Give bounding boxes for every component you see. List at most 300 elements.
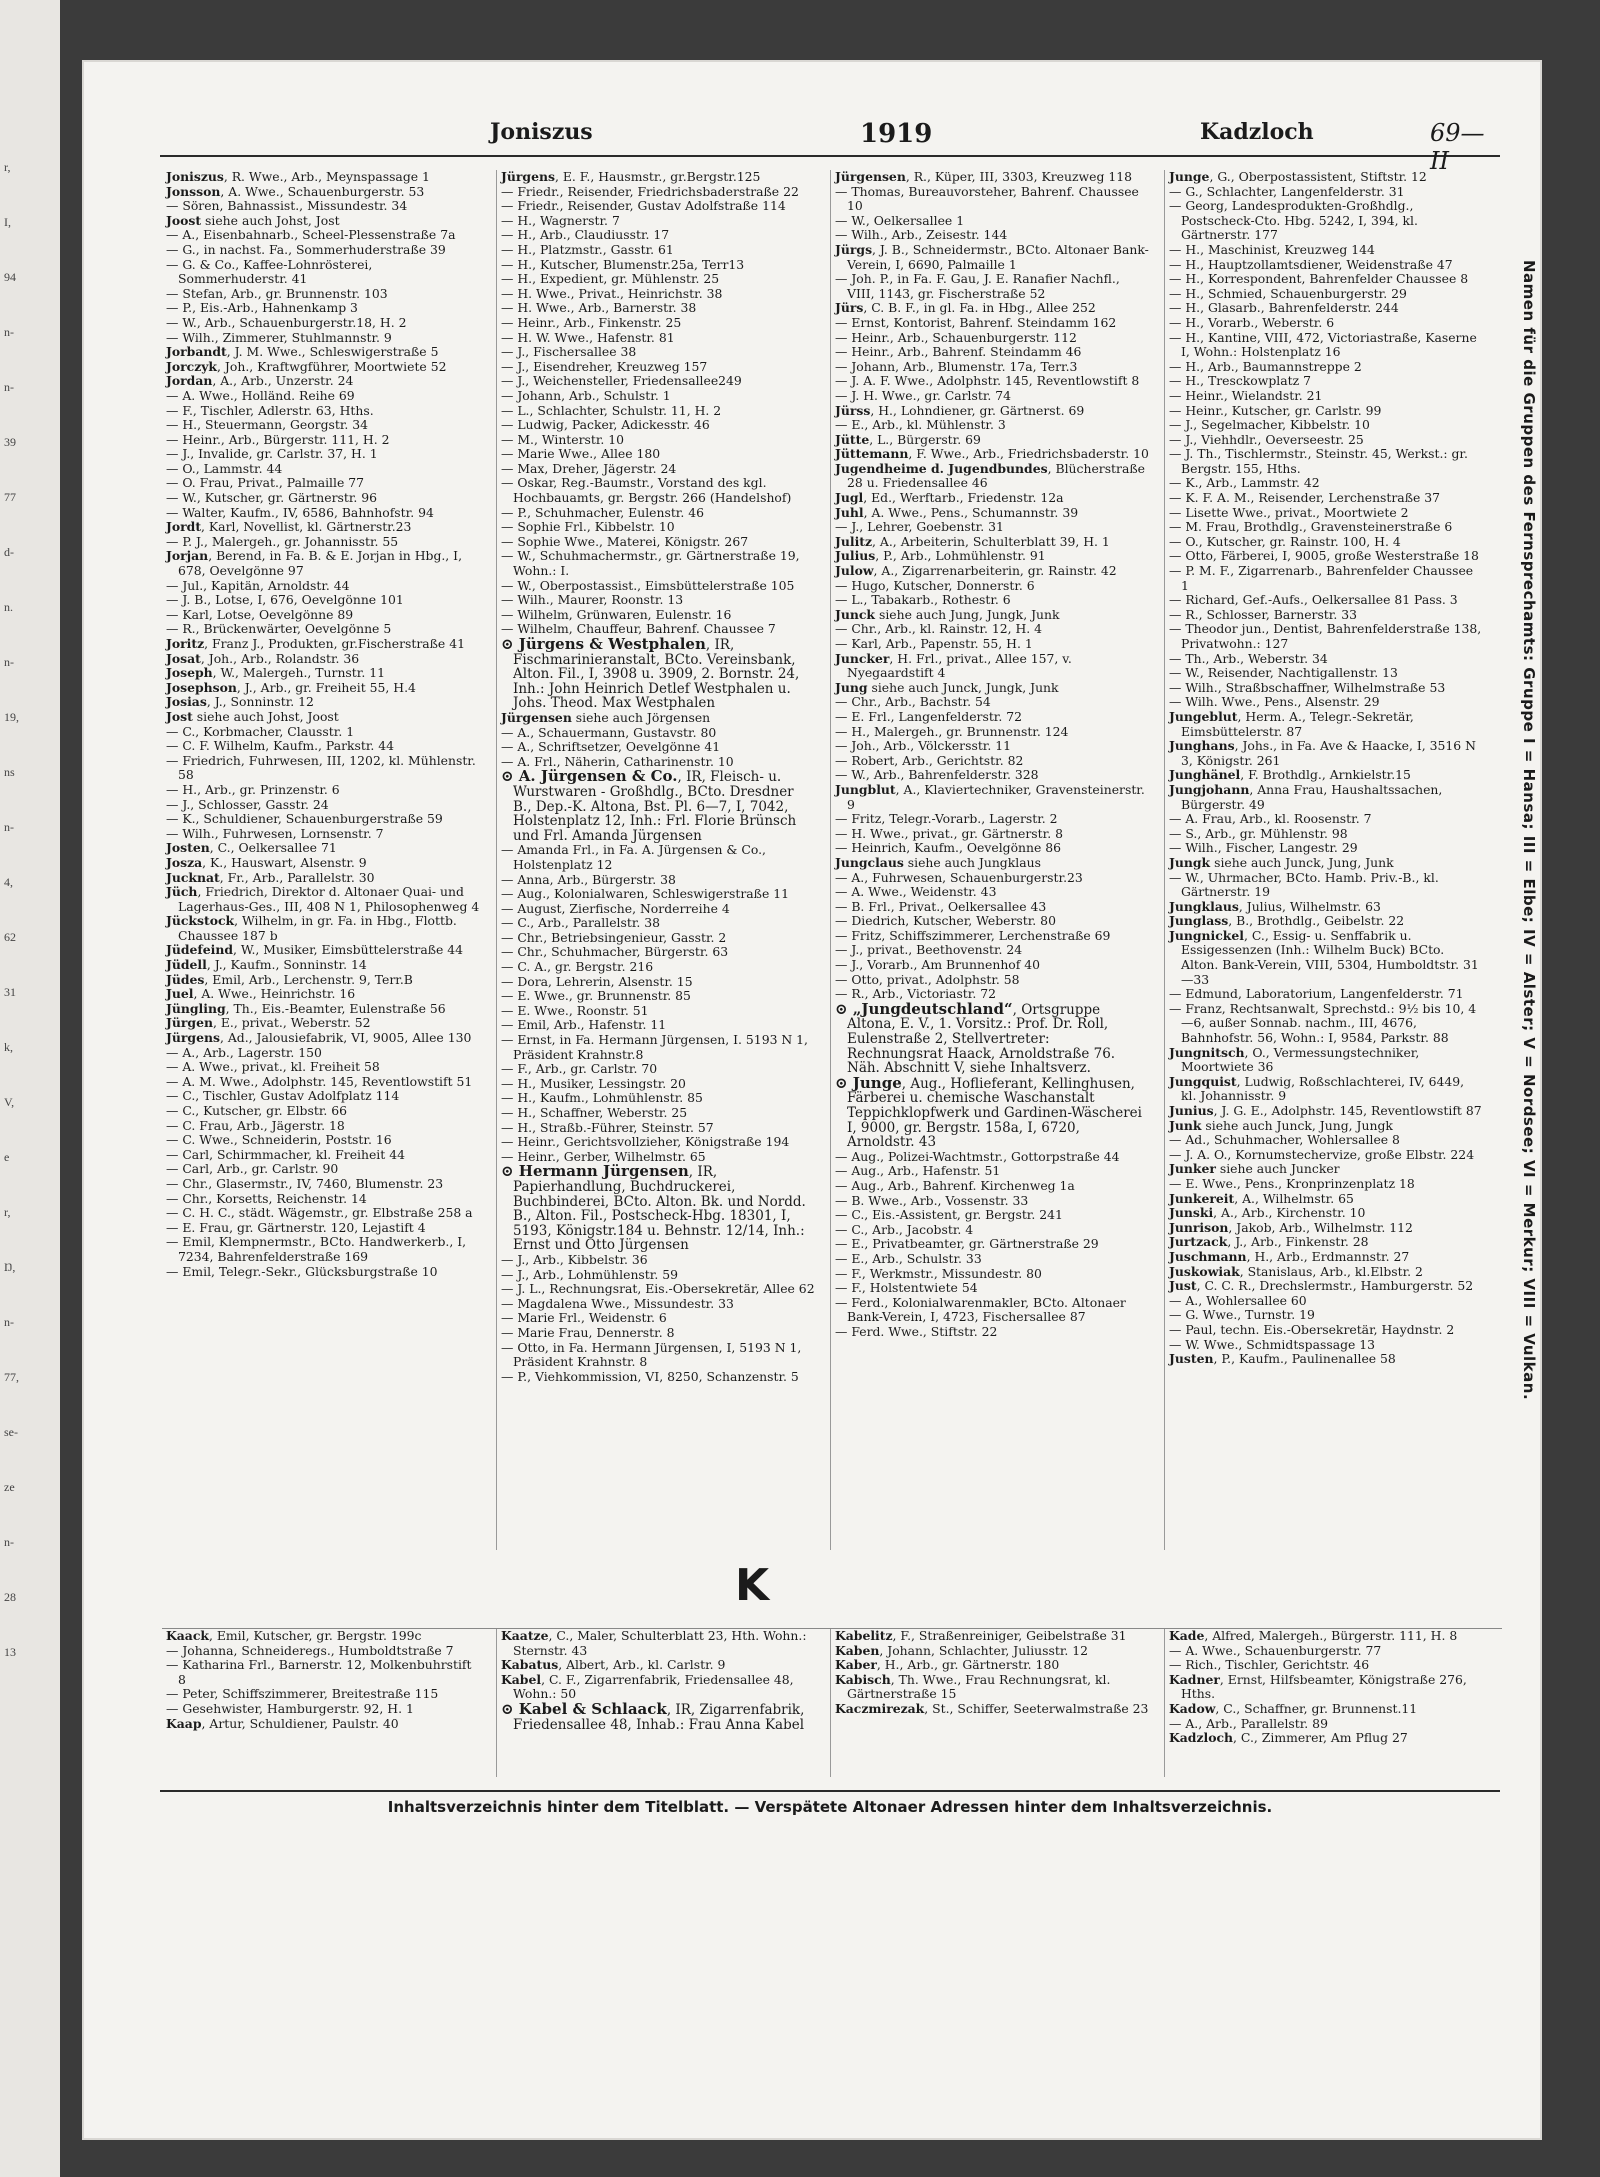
adjacent-page-fragment: 39 [4,435,16,449]
directory-entry: — Wilh., Zimmerer, Stuhlmannstr. 9 [166,329,392,345]
directory-entry: Jost siehe auch Johst, Joost [166,708,339,724]
directory-entry: — Theodor jun., Dentist, Bahrenfelderstraße 138, Privatwohn.: 127 [1169,621,1482,651]
directory-entry: Juncker, H. Frl., privat., Allee 157, v. Nyegaardstift 4 [835,650,1072,681]
directory-entry: — H., Arb., Claudiusstr. 17 [501,227,670,243]
directory-entry: — Aug., Arb., Bahrenf. Kirchenweg 1a [835,1177,1075,1193]
adjacent-page-fragment: 94 [4,270,16,284]
directory-entry: Kabatus, Albert, Arb., kl. Carlstr. 9 [501,1657,726,1673]
directory-entry: — J., Eisendreher, Kreuzweg 157 [501,358,708,374]
directory-entry: Juschmann, H., Arb., Erdmannstr. 27 [1169,1248,1410,1264]
directory-entry: — C., Arb., Parallelstr. 38 [501,915,661,931]
directory-entry: — A., Arb., Parallelstr. 89 [1169,1715,1328,1731]
directory-entry: Jungklaus, Julius, Wilhelmstr. 63 [1169,898,1381,914]
directory-entry: — H., Arb., gr. Prinzenstr. 6 [166,781,340,797]
directory-entry: Jürgens, Ad., Jalousiefabrik, VI, 9005, Allee 130 [166,1030,472,1046]
directory-entry: — Edmund, Laboratorium, Langenfelderstr. 71 [1169,986,1464,1002]
directory-entry: — A., Eisenbahnarb., Scheel-Plessenstraße 7a [166,227,456,243]
k-column-4 [1164,1629,1483,1777]
directory-entry: — Th., Arb., Weberstr. 34 [1169,650,1328,666]
directory-entry: Junck siehe auch Jung, Jungk, Junk [835,606,1060,622]
directory-entry: — Peter, Schiffszimmerer, Breitestraße 115 [166,1686,439,1702]
directory-entry: — H., Expedient, gr. Mühlenstr. 25 [501,271,720,287]
directory-entry: Jung siehe auch Junck, Jungk, Junk [835,679,1059,695]
directory-entry: — Thomas, Bureauvorsteher, Bahrenf. Chaussee 10 [835,183,1139,214]
directory-entry: — O. Frau, Privat., Palmaille 77 [166,475,365,491]
directory-entry: — Ad., Schuhmacher, Wohlersallee 8 [1169,1132,1400,1148]
directory-entry: — A., Schriftsetzer, Oevelgönne 41 [501,739,721,755]
adjacent-page-fragment: n- [4,325,14,339]
directory-entry: Kaben, Johann, Schlachter, Juliusstr. 12 [835,1642,1089,1658]
directory-entry: — M., Winterstr. 10 [501,431,625,447]
directory-entry: — H., Kutscher, Blumenstr.25a, Terr13 [501,256,745,272]
adjacent-page-fragment: I, [4,215,11,229]
directory-entry: — W., Arb., Schauenburgerstr.18, H. 2 [166,314,407,330]
directory-entry: — K., Arb., Lammstr. 42 [1169,475,1320,491]
advertisement-entry: ⊙ „Jungdeutschland“, Ortsgruppe Altona, E. V., 1. Vorsitz.: Prof. Dr. Roll, Eulenstraße 2, Stellvertreter: Rechnungsrat Haack, Arnoldstraße 76. Näh. Abschnitt V, siehe Inhaltsverz. [835,999,1116,1077]
column-3 [830,170,1149,1550]
directory-entry: — E. Frau, gr. Gärtnerstr. 120, Lejastift 4 [166,1219,426,1235]
directory-entry: — O., Kutscher, gr. Rainstr. 100, H. 4 [1169,533,1401,549]
directory-entry: — E., Arb., kl. Mühlenstr. 3 [835,417,1006,433]
directory-entry: — W., Uhrmacher, BCto. Hamb. Priv.-B., kl. Gärtnerstr. 19 [1169,869,1439,900]
directory-entry: — Ludwig, Packer, Adickesstr. 46 [501,417,710,433]
directory-entry: — E. Wwe., gr. Brunnenstr. 85 [501,988,691,1004]
directory-entry: — Paul, techn. Eis.-Obersekretär, Haydnstr. 2 [1169,1321,1455,1337]
directory-entry: — Wilhelm, Grünwaren, Eulenstr. 16 [501,606,732,622]
directory-entry: — Emil, Klempnermstr., BCto. Handwerkerb., I, 7234, Bahrenfelderstraße 169 [166,1234,467,1264]
directory-entry: — A., Wohlersallee 60 [1169,1292,1307,1308]
directory-entry: — H., Maschinist, Kreuzweg 144 [1169,241,1375,257]
directory-entry: Junghänel, F. Brothdlg., Arnkielstr.15 [1169,767,1411,783]
directory-entry: — H., Schaffner, Weberstr. 25 [501,1105,688,1120]
directory-entry: — Georg, Landesprodukten-Großhdlg., Postscheck-Cto. Hbg. 5242, I, 394, kl. Gärtnerstr. 177 [1169,198,1418,243]
directory-entry: — J., Schlosser, Gasstr. 24 [166,796,329,812]
directory-entry: Jurtzack, J., Arb., Finkenstr. 28 [1169,1234,1369,1250]
directory-entry: — Dora, Lehrerin, Alsenstr. 15 [501,973,693,989]
directory-entry: Joritz, Franz J., Produkten, gr.Fischerstraße 41 [166,636,465,651]
directory-entry: — B. Wwe., Arb., Vossenstr. 33 [835,1192,1029,1208]
directory-entry: — R., Arb., Victoriastr. 72 [835,986,996,1002]
directory-entry: — J., Arb., Lohmühlenstr. 59 [501,1266,678,1282]
directory-entry: — H. Wwe., Privat., Heinrichstr. 38 [501,285,723,301]
directory-entry: — K. F. A. M., Reisender, Lerchenstraße 37 [1169,490,1441,506]
directory-entry: — Heinrich, Kaufm., Oevelgönne 86 [835,840,1062,856]
directory-entry: — Otto, privat., Adolphstr. 58 [835,971,1020,987]
directory-entry: — P., Viehkommission, VI, 8250, Schanzenstr. 5 [501,1368,799,1384]
directory-entry: — J., Viehhdlr., Oeverseestr. 25 [1169,431,1364,447]
directory-entry: Jungk siehe auch Junck, Jung, Junk [1169,854,1394,870]
directory-entry: Joniszus, R. Wwe., Arb., Meynspassage 1 [166,170,430,184]
directory-entry: — J., Weichensteller, Friedensallee249 [501,373,742,389]
directory-entry: Jugl, Ed., Werftarb., Friedenstr. 12a [835,490,1064,506]
directory-entry: Kabel, C. F., Zigarrenfabrik, Friedensallee 48, Wohn.: 50 [501,1671,794,1702]
directory-entry: — Gesehwister, Hamburgerstr. 92, H. 1 [166,1700,414,1716]
directory-entry: — G. & Co., Kaffee-Lohnrösterei, Sommerhuderstr. 41 [166,256,373,287]
page-footer-note: Inhaltsverzeichnis hinter dem Titelblatt. — Verspätete Altonaer Adressen hinter dem Inhaltsverzeichnis. [160,1790,1500,1816]
adjacent-page-fragment: r, [4,1205,11,1219]
directory-entry: — J., Segelmacher, Kibbelstr. 10 [1169,417,1370,433]
directory-entry: — Friedrich, Fuhrwesen, III, 1202, kl. Mühlenstr. 58 [166,752,476,783]
directory-entry: Jüch, Friedrich, Direktor d. Altonaer Quai- und Lagerhaus-Ges., III, 408 N 1, Philosophenweg 4 [166,884,480,914]
directory-entry: — Johann, Arb., Blumenstr. 17a, Terr.3 [835,358,1078,374]
directory-entry: — Johann, Arb., Schulstr. 1 [501,387,671,403]
advertisement-entry: ⊙ Junge, Aug., Hoflieferant, Kellinghusen, Färberei u. chemische Waschanstalt Teppichklopfwerk und Gardinen-Wäscherei I, 9000, gr. Bergstr. 158a, I, 6720, Arnoldstr. 43 [835,1073,1142,1151]
exchange-groups-text: Namen für die Gruppen des Fernsprechamts: Gruppe I = Hansa; III = Elbe; IV = Alster; V = Nordsee; VI = Merkur; VIII = Vulkan. [1520,260,1538,1401]
directory-entry: — J., Lehrer, Goebenstr. 31 [835,519,1004,535]
adjacent-page-fragment: ns [4,765,15,779]
advertisement-entry: ⊙ Jürgens & Westphalen, IR, Fischmarinieranstalt, BCto. Vereinsbank, Alton. Fil., I, 3908 u. 3909, 2. Bornstr. 24, Inh.: John Heinrich Detlef Westphalen u. Johs. Theod. Max Westphalen [501,635,800,712]
directory-entry: Jürs, C. B. F., in gl. Fa. in Hbg., Allee 252 [835,300,1096,316]
directory-entry: Junghans, Johs., in Fa. Ave & Haacke, I, 3516 N 3, Königstr. 261 [1169,738,1476,768]
directory-entry: Kabelitz, F., Straßenreiniger, Geibelstraße 31 [835,1629,1127,1643]
directory-entry: — Otto, in Fa. Hermann Jürgensen, I, 5193 N 1, Präsident Krahnstr. 8 [501,1339,802,1370]
directory-entry: — K., Schuldiener, Schauenburgerstraße 59 [166,811,443,827]
directory-entry: — W., Oelkersallee 1 [835,212,965,228]
directory-entry: — Wilh., Straßbschaffner, Wilhelmstraße 53 [1169,679,1446,695]
directory-entry: Kaap, Artur, Schuldiener, Paulstr. 40 [166,1715,399,1731]
directory-entry: — C., Eis.-Assistent, gr. Bergstr. 241 [835,1207,1063,1223]
adjacent-page-fragment: V, [4,1095,15,1109]
directory-entry: — Magdalena Wwe., Missundestr. 33 [501,1295,734,1311]
directory-entry: — G. Wwe., Turnstr. 19 [1169,1307,1315,1323]
directory-entry: Kabisch, Th. Wwe., Frau Rechnungsrat, kl. Gärtnerstraße 15 [835,1671,1111,1702]
directory-entry: — Chr., Betriebsingenieur, Gasstr. 2 [501,929,727,945]
directory-entry: — P. M. F., Zigarrenarb., Bahrenfelder Chaussee 1 [1169,563,1474,593]
directory-entry: — Joh., Arb., Völckersstr. 11 [835,738,1012,754]
directory-entry: — Richard, Gef.-Aufs., Oelkersallee 81 Pass. 3 [1169,592,1458,608]
directory-entry: — Heinr., Wielandstr. 21 [1169,387,1323,403]
directory-entry: Jürgs, J. B., Schneidermstr., BCto. Altonaer Bank-Verein, I, 6690, Palmaille 1 [835,241,1149,272]
directory-entry: — Walter, Kaufm., IV, 6586, Bahnhofstr. 94 [166,504,434,520]
directory-entry: — C. Wwe., Schneiderin, Poststr. 16 [166,1132,392,1148]
directory-entry: — J. A. F. Wwe., Adolphstr. 145, Reventlowstift 8 [835,373,1140,389]
page-header [160,115,1500,175]
directory-entry: — H., Straßb.-Führer, Steinstr. 57 [501,1119,714,1135]
directory-entry: — Chr., Arb., Bachstr. 54 [835,694,991,710]
directory-entry: — H., Platzmstr., Gasstr. 61 [501,241,674,257]
directory-entry: — C. Frau, Arb., Jägerstr. 18 [166,1117,345,1133]
k-column-1 [162,1629,480,1777]
directory-entry: — Marie Frau, Dennerstr. 8 [501,1324,675,1340]
directory-entry: — H., Glasarb., Bahrenfelderstr. 244 [1169,300,1399,316]
directory-entry: — E. Wwe., Roonstr. 51 [501,1002,649,1018]
directory-entry: Josias, J., Sonninstr. 12 [166,694,314,710]
directory-entry: — Karl, Arb., Papenstr. 55, H. 1 [835,636,1033,651]
advertisement-entry: ⊙ A. Jürgensen & Co., IR, Fleisch- u. Wurstwaren - Großhdlg., BCto. Dresdner B., Dep.-K. Altona, Bst. Pl. 6—7, I, 7042, Holstenplatz 12, Inh.: Frl. Florie Brünsch und Frl. Amanda Jürgensen [501,767,797,844]
directory-entry: — L., Schlachter, Schulstr. 11, H. 2 [501,402,722,418]
directory-entry: — Katharina Frl., Barnerstr. 12, Molkenbuhrstift 8 [166,1657,472,1687]
adjacent-page-fragment: r, [4,160,11,174]
column-1 [162,170,480,1550]
directory-entry: Josephson, J., Arb., gr. Freiheit 55, H.4 [166,679,416,695]
directory-entry: — Rich., Tischler, Gerichtstr. 46 [1169,1657,1370,1673]
directory-entry: Jungquist, Ludwig, Roßschlachterei, IV, 6449, kl. Johannisstr. 9 [1169,1073,1465,1104]
directory-columns [162,170,1502,1550]
directory-entry: Jückstock, Wilhelm, in gr. Fa. in Hbg., Flottb. Chaussee 187 b [166,913,457,943]
directory-entry: — H., Malergeh., gr. Brunnenstr. 124 [835,723,1069,739]
directory-entry: — H., Arb., Baumannstreppe 2 [1169,358,1362,374]
directory-entry: — Sören, Bahnassist., Missundestr. 34 [166,198,408,214]
directory-entry: Jürss, H., Lohndiener, gr. Gärtnerst. 69 [835,402,1085,418]
directory-entry: — Chr., Schuhmacher, Bürgerstr. 63 [501,944,729,960]
directory-entry: — P., Eis.-Arb., Hahnenkamp 3 [166,300,358,316]
adjacent-page-fragment: 19, [4,710,19,724]
directory-entry: Jucknat, Fr., Arb., Parallelstr. 30 [166,869,375,885]
directory-entry: — Joh. P., in Fa. F. Gau, J. E. Ranafier Nachfl., VIII, 1143, gr. Fischerstraße 52 [835,271,1120,301]
directory-entry: — A. Wwe., Holländ. Reihe 69 [166,387,355,403]
directory-entry: — R., Brückenwärter, Oevelgönne 5 [166,621,392,637]
directory-entry: — C., Tischler, Gustav Adolfplatz 114 [166,1088,400,1104]
directory-entry: Jüdefeind, W., Musiker, Eimsbüttelerstraße 44 [166,942,464,958]
adjacent-page-fragment: 28 [4,1590,16,1604]
directory-entry: — R., Schlosser, Barnerstr. 33 [1169,606,1357,622]
directory-entry: — Wilh., Arb., Zeisestr. 144 [835,227,1008,243]
directory-entry: — J., Fischersallee 38 [501,344,637,360]
directory-entry: — Ernst, Kontorist, Bahrenf. Steindamm 162 [835,314,1117,330]
directory-entry: — Heinr., Arb., Finkenstr. 25 [501,314,682,330]
directory-entry: Jüngling, Th., Eis.-Beamter, Eulenstraße 56 [166,1000,446,1016]
directory-entry: Joseph, W., Malergeh., Turnstr. 11 [166,665,385,681]
directory-entry: — J. B., Lotse, I, 676, Oevelgönne 101 [166,592,404,608]
directory-entry: Kaber, H., Arb., gr. Gärtnerstr. 180 [835,1657,1060,1673]
directory-entry: Junski, A., Arb., Kirchenstr. 10 [1169,1205,1366,1221]
directory-entry: — Anna, Arb., Bürgerstr. 38 [501,871,676,887]
directory-entry: — Johanna, Schneideregs., Humboldtstraße 7 [166,1642,454,1658]
directory-entry: — H., Wagnerstr. 7 [501,212,620,228]
directory-entry: — Chr., Korsetts, Reichenstr. 14 [166,1190,367,1206]
directory-entry: — A. Wwe., privat., kl. Freiheit 58 [166,1059,380,1075]
directory-page [82,60,1542,2140]
directory-entry: — F., Tischler, Adlerstr. 63, Hths. [166,402,374,418]
directory-entry: Julitz, A., Arbeiterin, Schulterblatt 39, H. 1 [835,533,1110,549]
directory-entry: — W., Kutscher, gr. Gärtnerstr. 96 [166,490,378,506]
directory-entry: — Heinr., Arb., Bürgerstr. 111, H. 2 [166,431,390,447]
directory-entry: Kaatze, C., Maler, Schulterblatt 23, Hth. Wohn.: Sternstr. 43 [501,1629,807,1658]
directory-entry: — Heinr., Gerichtsvollzieher, Königstraße 194 [501,1134,790,1150]
header-year: 1919 [860,119,933,149]
directory-entry: — Wilh. Wwe., Pens., Alsenstr. 29 [1169,694,1380,710]
directory-entry: Kadzloch, C., Zimmerer, Am Pflug 27 [1169,1730,1408,1746]
directory-entry: — Max, Dreher, Jägerstr. 24 [501,460,677,476]
directory-entry: — Aug., Polizei-Wachtmstr., Gottorpstraße 44 [835,1148,1120,1164]
directory-entry: — H., Schmied, Schauenburgerstr. 29 [1169,285,1407,301]
directory-entry: — Amanda Frl., in Fa. A. Jürgensen & Co., Holstenplatz 12 [501,842,766,872]
directory-entry: Jorczyk, Joh., Kraftwgführer, Moortwiete 52 [166,358,447,374]
directory-entry: — Ferd., Kolonialwarenmakler, BCto. Altonaer Bank-Verein, I, 4723, Fischersallee 87 [835,1294,1126,1325]
directory-entry: Just, C. C. R., Drechslermstr., Hamburgerstr. 52 [1169,1278,1474,1294]
directory-entry: Jungjohann, Anna Frau, Haushaltssachen, Bürgerstr. 49 [1169,781,1443,812]
directory-entry: — L., Tabakarb., Rothestr. 6 [835,592,1011,608]
directory-entry: — Heinr., Kutscher, gr. Carlstr. 99 [1169,402,1382,418]
k-section-columns [162,1628,1502,1777]
adjacent-page-fragment: n. [4,600,13,614]
directory-entry: — Friedr., Reisender, Gustav Adolfstraße 114 [501,198,786,214]
directory-entry: — C., Korbmacher, Clausstr. 1 [166,723,355,739]
adjacent-page-fragment: 31 [4,985,16,999]
directory-entry: — Lisette Wwe., privat., Moortwiete 2 [1169,504,1409,520]
directory-entry: Jordan, A., Arb., Unzerstr. 24 [166,373,354,389]
adjacent-page-fragment: n- [4,820,14,834]
adjacent-page-fragment: n- [4,1315,14,1329]
directory-entry: — A., Schauermann, Gustavstr. 80 [501,724,717,740]
directory-entry: — Wilh., Fischer, Langestr. 29 [1169,840,1358,856]
directory-entry: Kaack, Emil, Kutscher, gr. Bergstr. 199c [166,1629,422,1643]
directory-entry: — Stefan, Arb., gr. Brunnenstr. 103 [166,285,388,301]
directory-entry: — G., in nachst. Fa., Sommerhuderstraße 39 [166,241,446,257]
adjacent-page-fragment: e [4,1150,10,1164]
directory-entry: — Wilh., Maurer, Roonstr. 13 [501,592,684,608]
directory-entry: Josza, K., Hauswart, Alsenstr. 9 [166,854,367,870]
directory-entry: — Ferd. Wwe., Stiftstr. 22 [835,1323,998,1339]
directory-entry: Junius, J. G. E., Adolphstr. 145, Reventlowstift 87 [1169,1103,1482,1118]
directory-entry: — H., Kaufm., Lohmühlenstr. 85 [501,1090,703,1106]
k-column-3 [830,1629,1149,1777]
directory-entry: — Fritz, Schiffszimmerer, Lerchenstraße 69 [835,927,1111,943]
header-last-name: Kadzloch [1200,119,1314,145]
directory-entry: — E., Privatbeamter, gr. Gärtnerstraße 29 [835,1236,1099,1252]
header-page-number: 69—II [1430,119,1485,175]
directory-entry: Jungnickel, C., Essig- u. Senffabrik u. Essigessenzen (Inh.: Wilhelm Buck) BCto. Alton. Bank-Verein, VIII, 5304, Humboldtstr. 31—33 [1169,927,1479,987]
directory-entry: — W. Wwe., Schmidtspassage 13 [1169,1336,1376,1352]
directory-entry: Juskowiak, Stanislaus, Arb., kl.Elbstr. 2 [1169,1263,1423,1279]
directory-entry: — Heinr., Arb., Bahrenf. Steindamm 46 [835,344,1082,360]
directory-entry: — Marie Frl., Weidenstr. 6 [501,1310,667,1326]
directory-entry: — Sophie Frl., Kibbelstr. 10 [501,519,675,535]
adjacent-page-edge [0,0,60,2177]
directory-entry: — J., Invalide, gr. Carlstr. 37, H. 1 [166,446,378,462]
directory-entry: — Emil, Arb., Hafenstr. 11 [501,1017,667,1033]
directory-entry: — C., Kutscher, gr. Elbstr. 66 [166,1103,348,1118]
directory-entry: Jürgen, E., privat., Weberstr. 52 [166,1015,371,1031]
adjacent-page-fragment: ze [4,1480,15,1494]
directory-entry: — H. Wwe., Arb., Barnerstr. 38 [501,300,697,316]
directory-entry: — Hugo, Kutscher, Donnerstr. 6 [835,577,1035,593]
directory-entry: Julow, A., Zigarrenarbeiterin, gr. Rainstr. 42 [835,563,1117,579]
directory-entry: — F., Arb., gr. Carlstr. 70 [501,1061,658,1077]
directory-entry: — A. Frau, Arb., kl. Roosenstr. 7 [1169,811,1372,827]
directory-entry: Junge, G., Oberpostassistent, Stiftstr. 12 [1169,170,1427,184]
directory-entry: — O., Lammstr. 44 [166,460,283,476]
directory-entry: — Wilhelm, Chauffeur, Bahrenf. Chaussee 7 [501,621,776,637]
adjacent-page-fragment: Ŋ, [4,1260,16,1274]
directory-entry: Kade, Alfred, Malergeh., Bürgerstr. 111, H. 8 [1169,1629,1458,1643]
directory-entry: — W., Oberpostassist., Eimsbüttelerstraße 105 [501,577,795,593]
directory-entry: — Chr., Arb., kl. Rainstr. 12, H. 4 [835,621,1043,637]
column-2 [496,170,815,1550]
adjacent-page-fragment: d- [4,545,14,559]
directory-entry: — Chr., Glasermstr., IV, 7460, Blumenstr. 23 [166,1175,444,1191]
directory-entry: Junglass, B., Brothdlg., Geibelstr. 22 [1169,913,1405,929]
adjacent-page-fragment: 4, [4,875,13,889]
adjacent-page-fragment: se- [4,1425,18,1439]
directory-entry: Joost siehe auch Johst, Jost [166,212,340,228]
directory-entry: — J., Arb., Kibbelstr. 36 [501,1251,648,1267]
directory-entry: — H., Hauptzollamtsdiener, Weidenstraße 47 [1169,256,1453,272]
directory-entry: — H., Vorarb., Weberstr. 6 [1169,314,1335,330]
directory-entry: — Fritz, Telegr.-Vorarb., Lagerstr. 2 [835,811,1058,827]
directory-entry: — Otto, Färberei, I, 9005, große Westerstraße 18 [1169,548,1479,564]
directory-entry: — B. Frl., Privat., Oelkersallee 43 [835,898,1047,914]
directory-entry: — Karl, Lotse, Oevelgönne 89 [166,606,354,622]
directory-entry: Junrison, Jakob, Arb., Wilhelmstr. 112 [1169,1219,1413,1235]
directory-entry: — Franz, Rechtsanwalt, Sprechstd.: 9½ bis 10, 4—6, außer Sonnab. nachm., III, 4676, Bahnhofstr. 56, Wohn.: I, 9584, Parkstr. 88 [1169,1000,1477,1046]
directory-entry: — W., Reisender, Nachtigallenstr. 13 [1169,665,1398,681]
directory-entry: — W., Schuhmachermstr., gr. Gärtnerstraße 19, Wohn.: I. [501,548,800,579]
directory-entry: Julius, P., Arb., Lohmühlenstr. 91 [835,548,1046,564]
adjacent-page-fragment: n- [4,655,14,669]
directory-entry: — M. Frau, Brothdlg., Gravensteinerstraße 6 [1169,519,1453,535]
adjacent-page-fragment: 13 [4,1645,16,1659]
directory-entry: Jüdes, Emil, Arb., Lerchenstr. 9, Terr.B [166,971,413,987]
directory-entry: — J. H. Wwe., gr. Carlstr. 74 [835,387,1012,403]
directory-entry: — A. Wwe., Schauenburgerstr. 77 [1169,1642,1382,1658]
directory-entry: Jungblut, A., Klaviertechniker, Gravensteinerstr. 9 [835,781,1145,812]
directory-entry: — A. M. Wwe., Adolphstr. 145, Reventlowstift 51 [166,1073,473,1089]
directory-entry: Jürgens, E. F., Hausmstr., gr.Bergstr.125 [501,170,761,184]
directory-entry: — August, Zierfische, Norderreihe 4 [501,900,730,916]
directory-entry: — Marie Wwe., Allee 180 [501,446,661,462]
directory-entry: — J., privat., Beethovenstr. 24 [835,942,1023,958]
directory-entry: — Friedr., Reisender, Friedrichsbaderstraße 22 [501,183,799,199]
directory-entry: — H., Tresckowplatz 7 [1169,373,1311,389]
directory-entry: — H., Steuermann, Georgstr. 34 [166,417,369,433]
directory-entry: Jütte, L., Bürgerstr. 69 [835,431,981,447]
directory-entry: — H. Wwe., privat., gr. Gärtnerstr. 8 [835,825,1063,841]
directory-entry: — E., Arb., Schulstr. 33 [835,1250,982,1266]
adjacent-page-fragment: n- [4,380,14,394]
directory-entry: Jungeblut, Herm. A., Telegr.-Sekretär, Eimsbüttelerstr. 87 [1169,708,1414,739]
directory-entry: — C. F. Wilhelm, Kaufm., Parkstr. 44 [166,738,395,754]
directory-entry: Josten, C., Oelkersallee 71 [166,840,337,856]
directory-entry: Jungnitsch, O., Vermessungstechniker, Moortwiete 36 [1169,1044,1420,1075]
directory-entry: — E. Frl., Langenfelderstr. 72 [835,708,1023,724]
directory-entry: Jürgensen siehe auch Jörgensen [501,709,711,725]
directory-entry: — H., Musiker, Lessingstr. 20 [501,1075,686,1091]
directory-entry: — Carl, Schirmmacher, kl. Freiheit 44 [166,1146,405,1162]
directory-entry: — Wilh., Fuhrwesen, Lornsenstr. 7 [166,825,384,841]
directory-entry: — A., Arb., Lagerstr. 150 [166,1044,322,1060]
directory-entry: — P. J., Malergeh., gr. Johannisstr. 55 [166,533,399,549]
directory-entry: — A. Wwe., Weidenstr. 43 [835,884,997,900]
exchange-groups-sidebar [1512,260,1538,1800]
directory-entry: Josat, Joh., Arb., Rolandstr. 36 [166,650,360,666]
directory-entry: — Aug., Kolonialwaren, Schleswigerstraße 11 [501,886,789,902]
directory-entry: — P., Schuhmacher, Eulenstr. 46 [501,504,705,520]
advertisement-entry: ⊙ Hermann Jürgensen, IR, Papierhandlung, Buchdruckerei, Buchbinderei, BCto. Alton. Bk. und Nordd. B., Alton. Fil., Postscheck-Hbg. 18301, I, 5193, Königstr.184 u. Behnstr. 12/14, Inh.: Ernst und Otto Jürgensen [501,1162,806,1254]
section-letter: K [734,1560,770,1611]
column-4 [1164,170,1483,1550]
directory-entry: — H. W. Wwe., Hafenstr. 81 [501,329,675,345]
adjacent-page-fragment: 77 [4,490,16,504]
directory-entry: Jürgensen, R., Küper, III, 3303, Kreuzweg 118 [835,170,1132,184]
directory-entry: — S., Arb., gr. Mühlenstr. 98 [1169,825,1348,841]
directory-entry: Jugendheime d. Jugendbundes, Blücherstraße 28 u. Friedensallee 46 [835,460,1145,491]
directory-entry: Justen, P., Kaufm., Paulinenallee 58 [1169,1351,1396,1367]
directory-entry: — C. A., gr. Bergstr. 216 [501,959,654,975]
directory-entry: Jüttemann, F. Wwe., Arb., Friedrichsbaderstr. 10 [835,446,1149,462]
directory-entry: — F., Werkmstr., Missundestr. 80 [835,1265,1042,1281]
directory-entry: — W., Arb., Bahrenfelderstr. 328 [835,767,1039,783]
directory-entry: Juel, A. Wwe., Heinrichstr. 16 [166,986,356,1002]
directory-entry: — Heinr., Arb., Schauenburgerstr. 112 [835,329,1077,345]
adjacent-page-fragment: 62 [4,930,16,944]
directory-entry: Jüdell, J., Kaufm., Sonninstr. 14 [166,957,367,973]
directory-entry: — H., Kantine, VIII, 472, Victoriastraße, Kaserne I, Wohn.: Holstenplatz 16 [1169,329,1477,360]
directory-entry: — Heinr., Gerber, Wilhelmstr. 65 [501,1148,706,1164]
directory-entry: — G., Schlachter, Langenfelderstr. 31 [1169,183,1405,199]
directory-entry: Jorjan, Berend, in Fa. B. & E. Jorjan in Hbg., I, 678, Oevelgönne 97 [166,548,463,579]
advertisement-entry: ⊙ Kabel & Schlaack, IR, Zigarrenfabrik, Friedensallee 48, Inhab.: Frau Anna Kabel [501,1699,805,1733]
